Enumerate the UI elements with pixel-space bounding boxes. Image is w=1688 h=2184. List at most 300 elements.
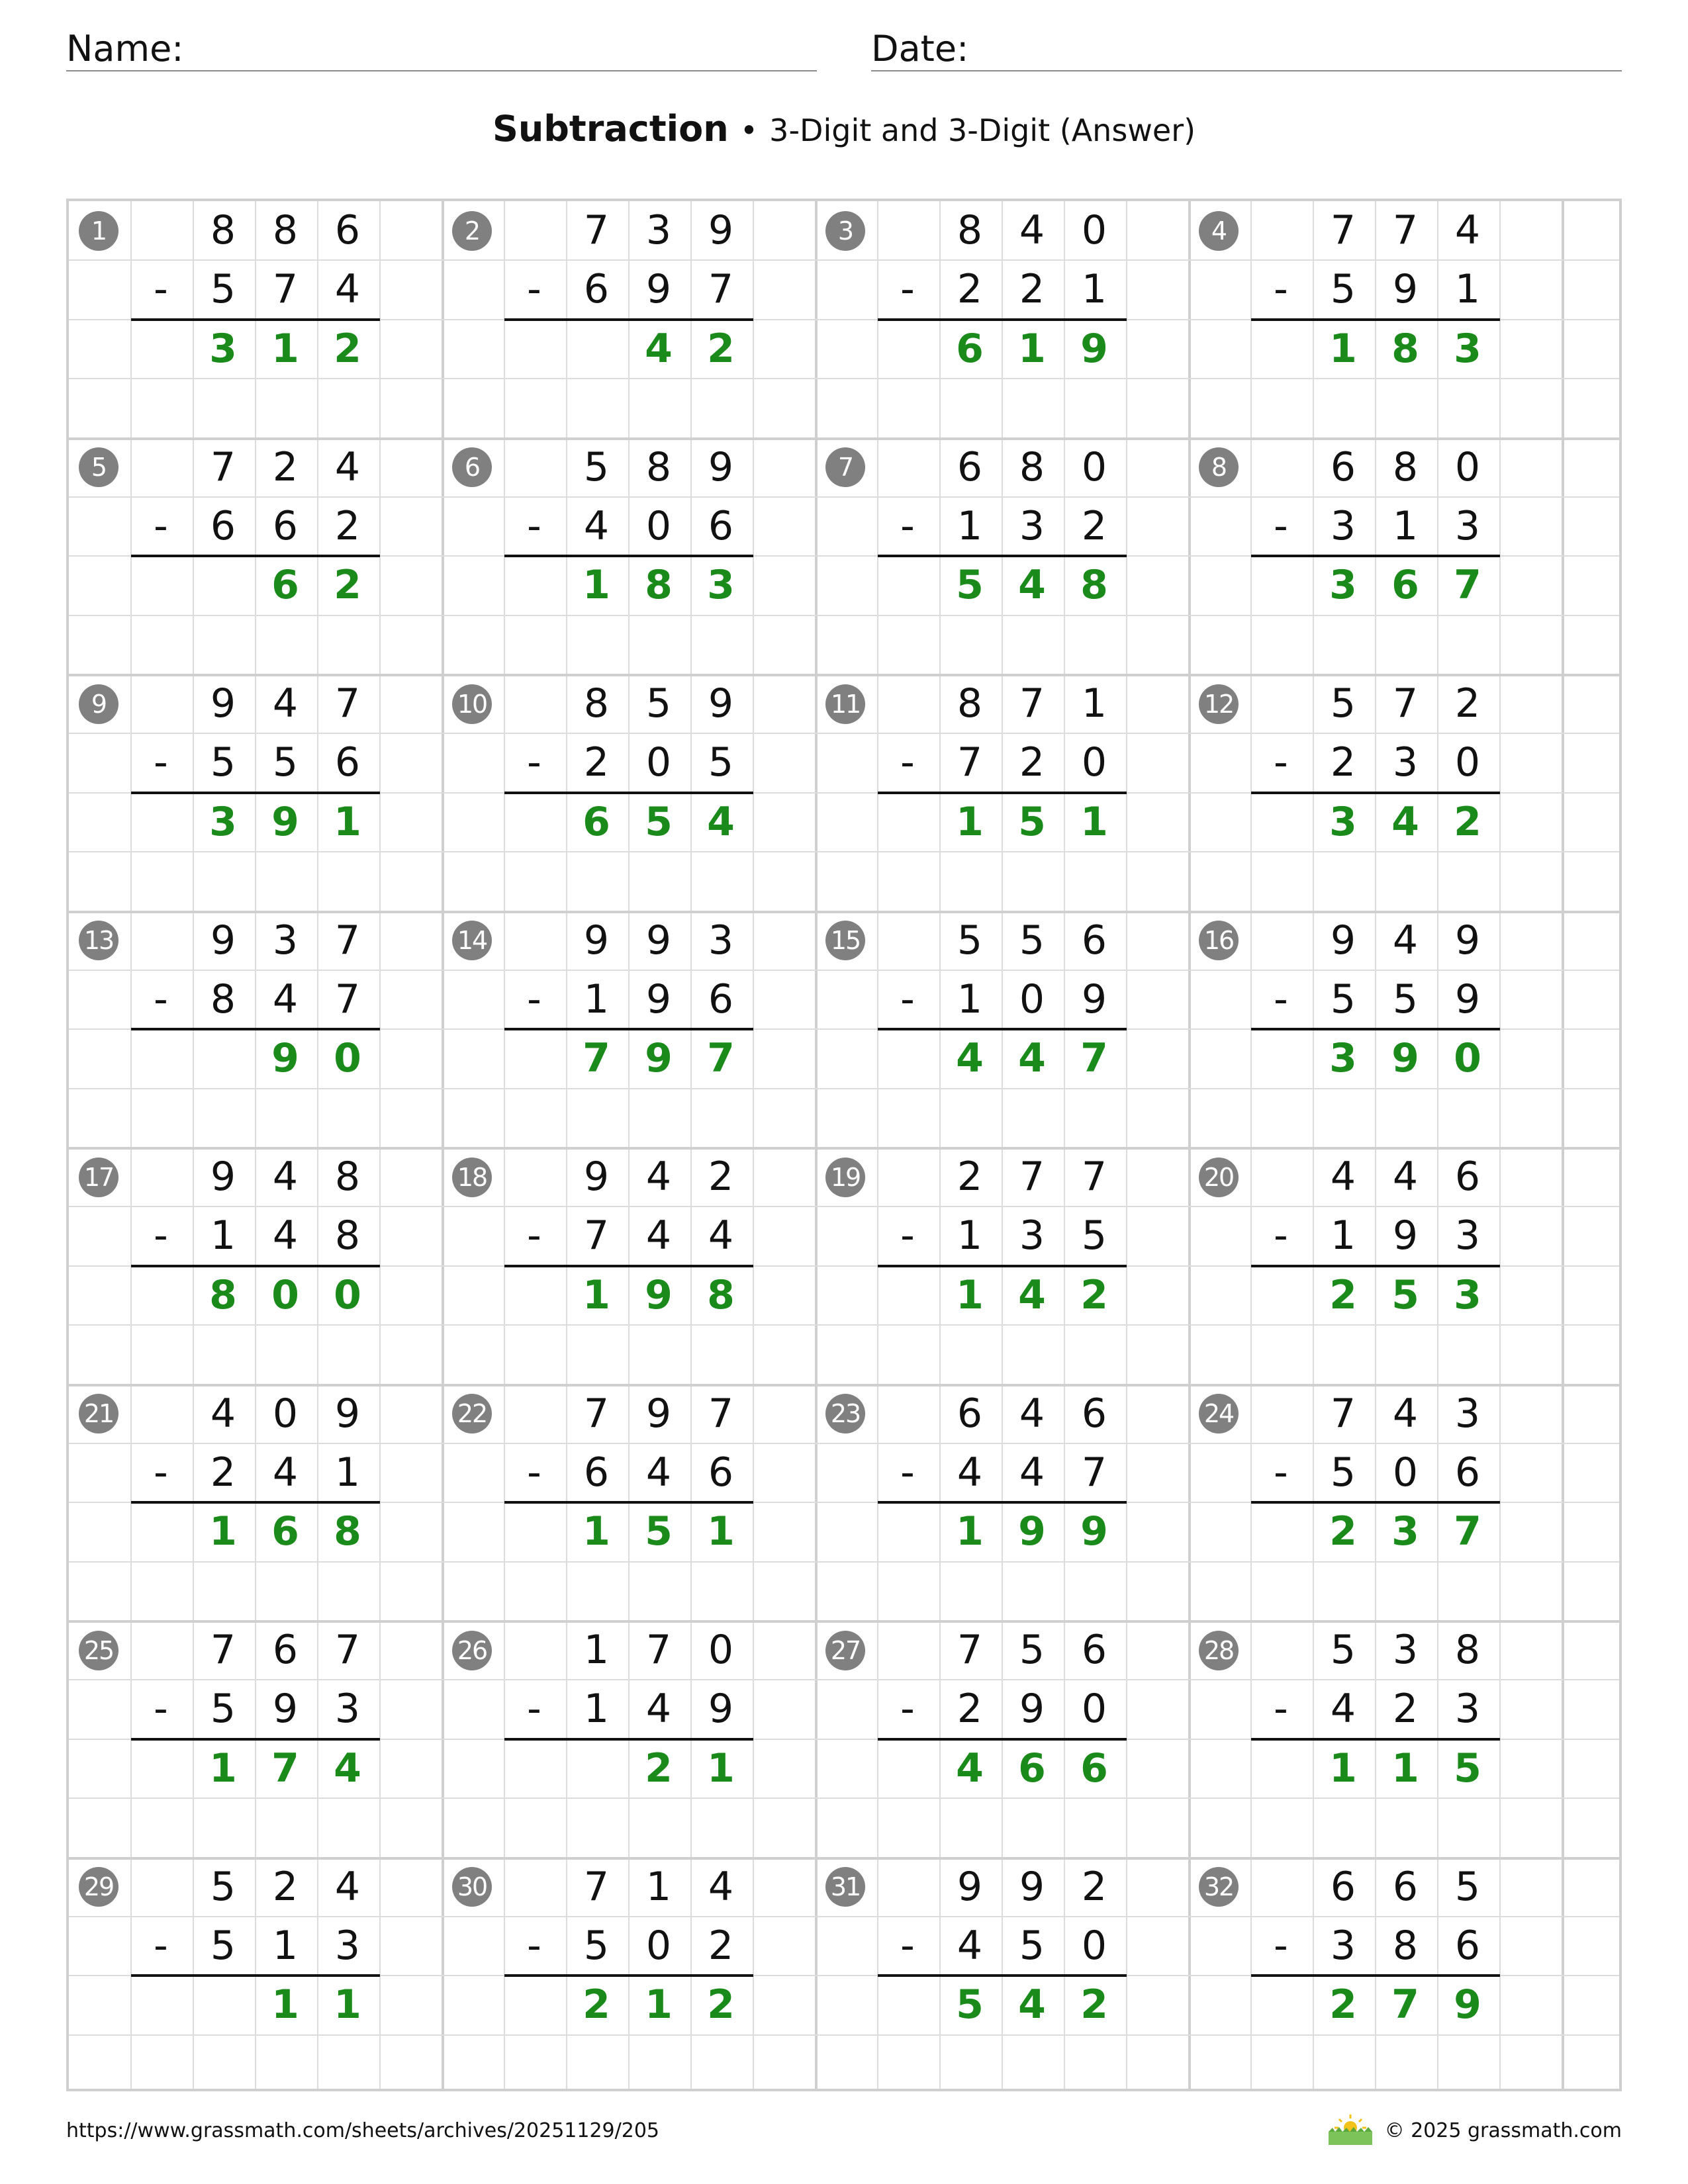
subtrahend-digit: 1: [583, 976, 610, 1023]
minuend-digit: 7: [583, 1863, 610, 1910]
minuend-digit: 3: [1392, 1627, 1419, 1673]
subtrahend-digit: 6: [334, 739, 361, 786]
minuend-digit: 3: [645, 207, 672, 253]
minuend-digit: 7: [334, 680, 361, 727]
problem-number-badge: 3: [825, 211, 865, 251]
subtrahend-digit: 1: [210, 1212, 236, 1259]
answer-digit: 7: [1454, 562, 1481, 609]
problem-number-badge: 13: [79, 921, 118, 960]
subtrahend-digit: 1: [957, 976, 983, 1023]
answer-digit: 4: [1018, 1035, 1046, 1082]
problem-18: [442, 1148, 816, 1385]
minuend-digit: 8: [1454, 1627, 1481, 1673]
name-label: Name:: [66, 28, 184, 69]
problem-number-badge: 11: [825, 684, 865, 724]
minus-sign: -: [1274, 1212, 1288, 1259]
problem-16: [1189, 911, 1562, 1148]
date-label: Date:: [871, 28, 969, 69]
minus-sign: -: [900, 266, 915, 313]
answer-digit: 1: [583, 1271, 610, 1318]
answer-digit: 6: [271, 1508, 299, 1555]
problem-7: [816, 438, 1189, 675]
subtrahend-digit: 7: [334, 976, 361, 1023]
answer-digit: 3: [1329, 562, 1357, 609]
answer-digit: 3: [1391, 1508, 1419, 1555]
answer-line: [131, 1501, 380, 1504]
answer-digit: 1: [583, 1508, 610, 1555]
problem-number-badge: 6: [452, 447, 492, 487]
answer-line: [504, 1028, 753, 1030]
minuend-digit: 9: [334, 1390, 361, 1437]
minuend-digit: 8: [334, 1154, 361, 1200]
answer-digit: 7: [583, 1035, 610, 1082]
problem-17: [69, 1148, 442, 1385]
subtrahend-digit: 5: [272, 739, 299, 786]
minuend-digit: 9: [583, 1154, 610, 1200]
subtrahend-digit: 2: [334, 502, 361, 549]
minus-sign: -: [900, 739, 915, 786]
minuend-digit: 6: [1454, 1154, 1481, 1200]
minus-sign: -: [527, 502, 541, 549]
answer-digit: 2: [1329, 1508, 1357, 1555]
minus-sign: -: [900, 502, 915, 549]
answer-digit: 2: [583, 1981, 610, 2028]
answer-digit: 5: [1018, 798, 1046, 845]
problem-15: [816, 911, 1189, 1148]
minuend-digit: 8: [957, 680, 983, 727]
subtrahend-digit: 8: [334, 1212, 361, 1259]
subtrahend-digit: 1: [583, 1686, 610, 1733]
answer-line: [878, 1028, 1127, 1030]
answer-digit: 3: [1329, 1035, 1357, 1082]
minus-sign: -: [527, 1686, 541, 1733]
subtrahend-digit: 3: [1330, 1922, 1356, 1969]
answer-digit: 6: [1080, 1745, 1108, 1792]
minuend-digit: 4: [210, 1390, 236, 1437]
minuend-digit: 4: [1392, 1390, 1419, 1437]
answer-digit: 8: [334, 1508, 361, 1555]
subtrahend-digit: 9: [1019, 1686, 1045, 1733]
minuend-digit: 9: [210, 680, 236, 727]
minuend-digit: 4: [645, 1154, 672, 1200]
minuend-digit: 6: [334, 207, 361, 253]
minuend-digit: 0: [1081, 443, 1107, 490]
subtrahend-digit: 6: [708, 976, 734, 1023]
subtrahend-digit: 0: [645, 1922, 672, 1969]
problem-19: [816, 1148, 1189, 1385]
minuend-digit: 7: [1019, 1154, 1045, 1200]
minuend-digit: 0: [708, 1627, 734, 1673]
minuend-digit: 7: [645, 1627, 672, 1673]
subtrahend-digit: 2: [583, 739, 610, 786]
subtrahend-digit: 5: [210, 1686, 236, 1733]
problem-29: [69, 1858, 442, 2095]
answer-digit: 3: [1454, 1271, 1481, 1318]
answer-digit: 1: [271, 1981, 299, 2028]
minuend-digit: 8: [645, 443, 672, 490]
problem-21: [69, 1385, 442, 1621]
minuend-digit: 2: [1454, 680, 1481, 727]
problem-22: [442, 1385, 816, 1621]
subtrahend-digit: 3: [334, 1922, 361, 1969]
minuend-digit: 6: [1081, 1390, 1107, 1437]
minuend-digit: 4: [1330, 1154, 1356, 1200]
problem-2: [442, 201, 816, 438]
subtrahend-digit: 0: [1454, 739, 1481, 786]
minus-sign: -: [527, 739, 541, 786]
problem-number-badge: 17: [79, 1158, 118, 1197]
subtrahend-digit: 5: [583, 1922, 610, 1969]
answer-line: [1251, 1265, 1500, 1267]
answer-line: [878, 318, 1127, 321]
answer-digit: 8: [209, 1271, 237, 1318]
minus-sign: -: [527, 1449, 541, 1496]
minuend-digit: 7: [583, 1390, 610, 1437]
minus-sign: -: [900, 976, 915, 1023]
problem-number-badge: 1: [79, 211, 118, 251]
subtrahend-digit: 9: [1081, 976, 1107, 1023]
subtrahend-digit: 5: [1081, 1212, 1107, 1259]
problem-number-badge: 24: [1199, 1394, 1239, 1433]
minuend-digit: 3: [272, 917, 299, 964]
subtrahend-digit: 4: [272, 1212, 299, 1259]
subtrahend-digit: 5: [1019, 1922, 1045, 1969]
subtrahend-digit: 7: [708, 266, 734, 313]
subtrahend-digit: 0: [1081, 739, 1107, 786]
subtrahend-digit: 5: [1330, 976, 1356, 1023]
subtrahend-digit: 0: [1081, 1686, 1107, 1733]
subtrahend-digit: 4: [645, 1212, 672, 1259]
subtrahend-digit: 0: [645, 502, 672, 549]
subtrahend-digit: 1: [272, 1922, 299, 1969]
minus-sign: -: [900, 1686, 915, 1733]
minuend-digit: 1: [583, 1627, 610, 1673]
minuend-digit: 1: [645, 1863, 672, 1910]
answer-digit: 9: [1080, 325, 1108, 372]
subtrahend-digit: 1: [334, 1449, 361, 1496]
problem-9: [69, 674, 442, 911]
subtrahend-digit: 0: [1392, 1449, 1419, 1496]
answer-digit: 8: [1391, 325, 1419, 372]
minuend-digit: 5: [1019, 917, 1045, 964]
answer-digit: 0: [334, 1035, 361, 1082]
minuend-digit: 7: [1081, 1154, 1107, 1200]
problem-26: [442, 1621, 816, 1858]
minuend-digit: 0: [272, 1390, 299, 1437]
subtrahend-digit: 5: [1392, 976, 1419, 1023]
minus-sign: -: [154, 739, 168, 786]
subtrahend-digit: 0: [645, 739, 672, 786]
answer-digit: 8: [1080, 562, 1108, 609]
subtrahend-digit: 3: [1392, 739, 1419, 786]
subtrahend-digit: 9: [1392, 266, 1419, 313]
answer-digit: 1: [707, 1508, 735, 1555]
subtrahend-digit: 6: [272, 502, 299, 549]
answer-digit: 6: [583, 798, 610, 845]
subtrahend-digit: 4: [1330, 1686, 1356, 1733]
minuend-digit: 3: [708, 917, 734, 964]
minuend-digit: 7: [210, 1627, 236, 1673]
answer-line: [131, 1738, 380, 1741]
subtrahend-digit: 3: [1454, 1212, 1481, 1259]
answer-line: [131, 318, 380, 321]
subtrahend-digit: 2: [957, 1686, 983, 1733]
problem-28: [1189, 1621, 1562, 1858]
subtrahend-digit: 8: [1392, 1922, 1419, 1969]
subtrahend-digit: 4: [1019, 1449, 1045, 1496]
answer-line: [504, 792, 753, 794]
subtrahend-digit: 5: [1330, 1449, 1356, 1496]
problem-number-badge: 32: [1199, 1867, 1239, 1907]
subtrahend-digit: 5: [708, 739, 734, 786]
subtrahend-digit: 4: [645, 1449, 672, 1496]
subtrahend-digit: 4: [583, 502, 610, 549]
minuend-digit: 6: [1081, 1627, 1107, 1673]
answer-digit: 2: [1329, 1271, 1357, 1318]
subtrahend-digit: 2: [708, 1922, 734, 1969]
answer-line: [1251, 1974, 1500, 1977]
minuend-digit: 6: [1081, 917, 1107, 964]
problem-32: [1189, 1858, 1562, 2095]
minuend-digit: 7: [1330, 1390, 1356, 1437]
problem-14: [442, 911, 816, 1148]
answer-line: [1251, 1028, 1500, 1030]
subtrahend-digit: 9: [645, 266, 672, 313]
answer-digit: 4: [1018, 1271, 1046, 1318]
subtrahend-digit: 2: [1330, 739, 1356, 786]
answer-line: [878, 1265, 1127, 1267]
answer-line: [504, 555, 753, 557]
minus-sign: -: [1274, 502, 1288, 549]
answer-digit: 1: [209, 1745, 237, 1792]
problem-number-badge: 14: [452, 921, 492, 960]
subtrahend-digit: 2: [1392, 1686, 1419, 1733]
subtrahend-digit: 4: [334, 266, 361, 313]
subtrahend-digit: 9: [708, 1686, 734, 1733]
answer-digit: 3: [707, 562, 735, 609]
answer-digit: 3: [209, 798, 237, 845]
minuend-digit: 8: [957, 207, 983, 253]
problem-number-badge: 25: [79, 1631, 118, 1670]
answer-digit: 4: [956, 1035, 984, 1082]
problem-13: [69, 911, 442, 1148]
minus-sign: -: [154, 1922, 168, 1969]
title-subtitle: 3-Digit and 3-Digit (Answer): [769, 113, 1196, 148]
minuend-digit: 9: [583, 917, 610, 964]
subtrahend-digit: 5: [210, 739, 236, 786]
answer-digit: 2: [645, 1745, 673, 1792]
answer-line: [131, 1028, 380, 1030]
problem-8: [1189, 438, 1562, 675]
minus-sign: -: [1274, 976, 1288, 1023]
answer-digit: [192, 1976, 254, 2034]
minuend-digit: 2: [272, 443, 299, 490]
minuend-digit: 9: [708, 207, 734, 253]
minus-sign: -: [527, 1922, 541, 1969]
minus-sign: -: [527, 1212, 541, 1259]
minuend-digit: 9: [708, 680, 734, 727]
answer-digit: 1: [1080, 798, 1108, 845]
name-field[interactable]: [66, 24, 817, 71]
answer-digit: [192, 556, 254, 615]
answer-line: [1251, 555, 1500, 557]
answer-line: [878, 792, 1127, 794]
minuend-digit: 9: [1454, 917, 1481, 964]
answer-digit: 9: [645, 1035, 673, 1082]
minuend-digit: 8: [1392, 443, 1419, 490]
minuend-digit: 5: [1330, 1627, 1356, 1673]
answer-digit: [565, 320, 628, 379]
answer-line: [131, 1974, 380, 1977]
answer-digit: 0: [334, 1271, 361, 1318]
answer-digit: 2: [1080, 1271, 1108, 1318]
subtrahend-digit: 3: [1330, 502, 1356, 549]
answer-digit: 7: [1454, 1508, 1481, 1555]
answer-digit: 7: [707, 1035, 735, 1082]
subtrahend-digit: 5: [210, 1922, 236, 1969]
subtrahend-digit: 4: [272, 976, 299, 1023]
minuend-digit: 8: [272, 207, 299, 253]
minuend-digit: 6: [272, 1627, 299, 1673]
answer-line: [1251, 1738, 1500, 1741]
answer-digit: 9: [1080, 1508, 1108, 1555]
answer-line: [878, 1974, 1127, 1977]
title-separator: •: [739, 113, 758, 148]
problem-25: [69, 1621, 442, 1858]
minuend-digit: 5: [1019, 1627, 1045, 1673]
problem-11: [816, 674, 1189, 911]
answer-digit: 2: [707, 325, 735, 372]
problem-6: [442, 438, 816, 675]
answer-digit: 1: [1018, 325, 1046, 372]
minuend-digit: 2: [272, 1863, 299, 1910]
answer-line: [878, 1738, 1127, 1741]
subtrahend-digit: 9: [645, 976, 672, 1023]
subtrahend-digit: 9: [1454, 976, 1481, 1023]
answer-digit: 5: [1391, 1271, 1419, 1318]
minus-sign: -: [1274, 1449, 1288, 1496]
answer-digit: 2: [1329, 1981, 1357, 2028]
minuend-digit: 7: [583, 207, 610, 253]
minuend-digit: 9: [1019, 1863, 1045, 1910]
problem-number-badge: 12: [1199, 684, 1239, 724]
minus-sign: -: [1274, 266, 1288, 313]
subtrahend-digit: 5: [210, 266, 236, 313]
subtrahend-digit: 1: [957, 1212, 983, 1259]
answer-digit: 0: [271, 1271, 299, 1318]
problem-number-badge: 8: [1199, 447, 1239, 487]
minuend-digit: 6: [957, 443, 983, 490]
problem-number-badge: 7: [825, 447, 865, 487]
subtrahend-digit: 2: [210, 1449, 236, 1496]
minuend-digit: 4: [334, 443, 361, 490]
answer-digit: 1: [645, 1981, 673, 2028]
minus-sign: -: [527, 266, 541, 313]
answer-line: [1251, 318, 1500, 321]
problem-number-badge: 19: [825, 1158, 865, 1197]
minuend-digit: 1: [1081, 680, 1107, 727]
minuend-digit: 9: [708, 443, 734, 490]
problem-grid: [66, 199, 1622, 2091]
answer-digit: 4: [956, 1745, 984, 1792]
subtrahend-digit: 6: [1454, 1449, 1481, 1496]
minus-sign: -: [900, 1449, 915, 1496]
answer-line: [131, 555, 380, 557]
minuend-digit: 9: [210, 1154, 236, 1200]
minus-sign: -: [154, 1212, 168, 1259]
answer-digit: 8: [707, 1271, 735, 1318]
problem-number-badge: 20: [1199, 1158, 1239, 1197]
subtrahend-digit: 0: [1019, 976, 1045, 1023]
answer-digit: 9: [1454, 1981, 1481, 2028]
problem-1: [69, 201, 442, 438]
minuend-digit: 2: [957, 1154, 983, 1200]
problem-24: [1189, 1385, 1562, 1621]
subtrahend-digit: 9: [272, 1686, 299, 1733]
answer-digit: 2: [707, 1981, 735, 2028]
minus-sign: -: [527, 976, 541, 1023]
answer-digit: 7: [1391, 1981, 1419, 2028]
minuend-digit: 5: [1454, 1863, 1481, 1910]
minus-sign: -: [900, 1922, 915, 1969]
subtrahend-digit: 2: [957, 266, 983, 313]
minus-sign: -: [154, 1686, 168, 1733]
problem-number-badge: 5: [79, 447, 118, 487]
minuend-digit: 6: [1330, 1863, 1356, 1910]
answer-digit: 5: [956, 562, 984, 609]
problem-number-badge: 16: [1199, 921, 1239, 960]
answer-line: [504, 318, 753, 321]
minuend-digit: 5: [645, 680, 672, 727]
problem-4: [1189, 201, 1562, 438]
problem-number-badge: 9: [79, 684, 118, 724]
minus-sign: -: [154, 976, 168, 1023]
answer-digit: 1: [956, 798, 984, 845]
subtrahend-digit: 4: [272, 1449, 299, 1496]
date-field[interactable]: [871, 24, 1622, 71]
problem-5: [69, 438, 442, 675]
subtrahend-digit: 9: [1392, 1212, 1419, 1259]
problem-20: [1189, 1148, 1562, 1385]
subtrahend-digit: 7: [957, 739, 983, 786]
answer-digit: 2: [334, 325, 361, 372]
minuend-digit: 7: [957, 1627, 983, 1673]
minus-sign: -: [1274, 1686, 1288, 1733]
minuend-digit: 7: [708, 1390, 734, 1437]
answer-digit: 8: [645, 562, 673, 609]
minuend-digit: 6: [957, 1390, 983, 1437]
minuend-digit: 9: [645, 917, 672, 964]
minuend-digit: 4: [708, 1863, 734, 1910]
minuend-digit: 7: [1392, 207, 1419, 253]
answer-digit: 2: [1454, 798, 1481, 845]
subtrahend-digit: 8: [210, 976, 236, 1023]
answer-digit: 3: [1454, 325, 1481, 372]
answer-digit: 0: [1454, 1035, 1481, 1082]
answer-digit: 4: [645, 325, 673, 372]
subtrahend-digit: 2: [1019, 266, 1045, 313]
answer-digit: 4: [334, 1745, 361, 1792]
answer-digit: 9: [271, 798, 299, 845]
problem-number-badge: 26: [452, 1631, 492, 1670]
answer-digit: 1: [209, 1508, 237, 1555]
problem-number-badge: 21: [79, 1394, 118, 1433]
subtrahend-digit: 6: [583, 1449, 610, 1496]
problem-23: [816, 1385, 1189, 1621]
minuend-digit: 8: [1019, 443, 1045, 490]
answer-digit: 5: [1454, 1745, 1481, 1792]
answer-digit: 9: [1018, 1508, 1046, 1555]
